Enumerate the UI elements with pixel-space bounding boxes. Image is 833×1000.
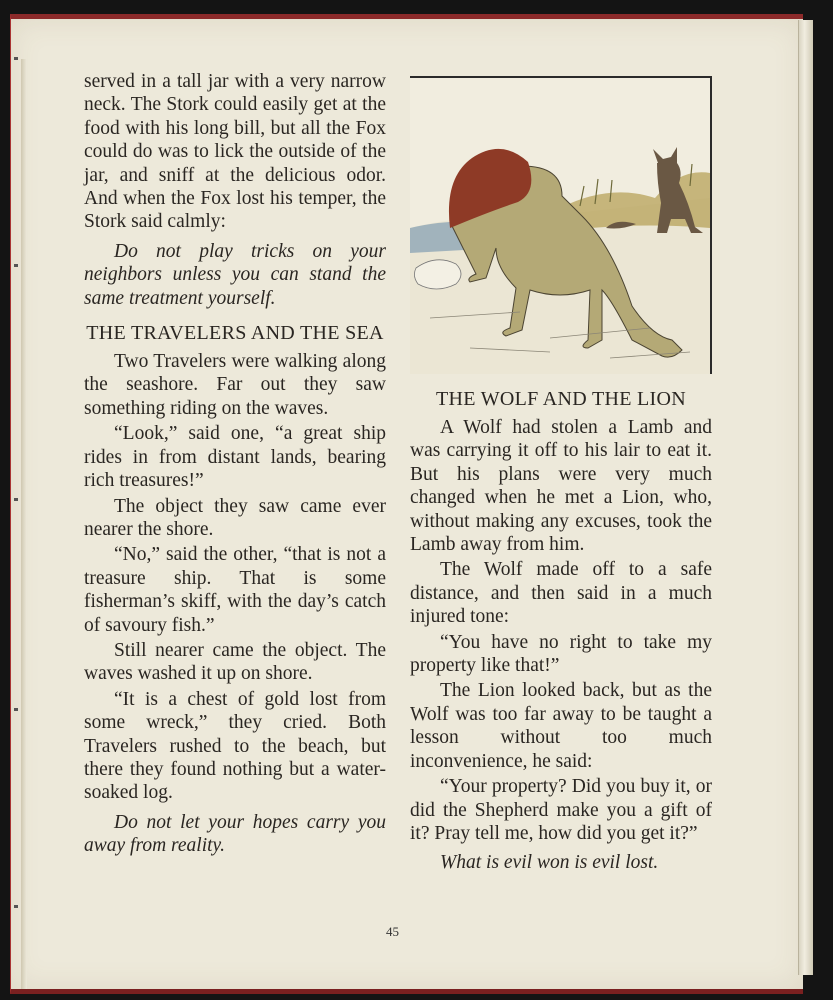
paragraph: A Wolf had stolen a Lamb and was carrying it off to his lair to eat it. But his plans were very much changed when he met a Lion, who, without making any excuses, took the Lamb away from him.	[410, 417, 712, 556]
paragraph: Still nearer came the object. The waves washed it up on shore.	[84, 639, 386, 685]
story-title-travelers: THE TRAVELERS AND THE SEA	[86, 322, 384, 345]
page-edge	[798, 20, 813, 975]
page-spine-shadow	[21, 59, 27, 989]
paragraph: “It is a chest of gold lost from some wreck,” they cried. Both Travelers rushed to the beach, but there they found nothing but a water-soaked log.	[84, 688, 386, 804]
wolf-lion-illustration	[410, 76, 712, 374]
illustration-art	[410, 78, 710, 374]
story-continuation: served in a tall jar with a very narrow neck. The Stork could easily get at the food with his long bill, but all the Fox could do was to lick the outside of the jar, and sniff at the delicious odor. And when the Fox lost his temper, the Stork said calmly:	[84, 71, 386, 233]
margin-mark	[14, 498, 18, 501]
page-number: 45	[386, 924, 399, 939]
paragraph: The Lion looked back, but as the Wolf was too far away to be taught a lesson without too much inconvenience, he said:	[410, 680, 712, 772]
margin-mark	[14, 264, 18, 267]
paragraph: The Wolf made off to a safe distance, and then said in a much injured tone:	[410, 559, 712, 628]
right-column	[410, 388, 712, 877]
margin-mark	[14, 708, 18, 711]
moral-travelers: Do not let your hopes carry you away from reality.	[84, 811, 386, 857]
story-title-wolf-lion: THE WOLF AND THE LION	[436, 388, 686, 410]
paragraph: Two Travelers were walking along the seashore. Far out they saw something riding on the waves.	[84, 351, 386, 419]
moral-wolf-lion: What is evil won is evil lost.	[440, 852, 659, 874]
paragraph: “No,” said the other, “that is not a treasure ship. That is some fisherman’s skiff, with the day’s catch of savoury fish.”	[84, 544, 386, 636]
paragraph: “Look,” said one, “a great ship rides in from distant lands, bearing rich treasures!”	[84, 423, 386, 492]
paragraph: “Your property? Did you buy it, or did the Shepherd make you a gift of it? Pray tell me, how did you get it?”	[410, 776, 712, 844]
margin-mark	[14, 57, 18, 60]
margin-mark	[14, 905, 18, 908]
paragraph: The object they saw came ever nearer the shore.	[84, 495, 386, 540]
moral-fox-stork: Do not play tricks on your neighbors unless you can stand the same treatment yourself.	[84, 240, 386, 309]
left-column	[84, 70, 386, 860]
paragraph: “You have no right to take my property like that!”	[410, 631, 712, 677]
